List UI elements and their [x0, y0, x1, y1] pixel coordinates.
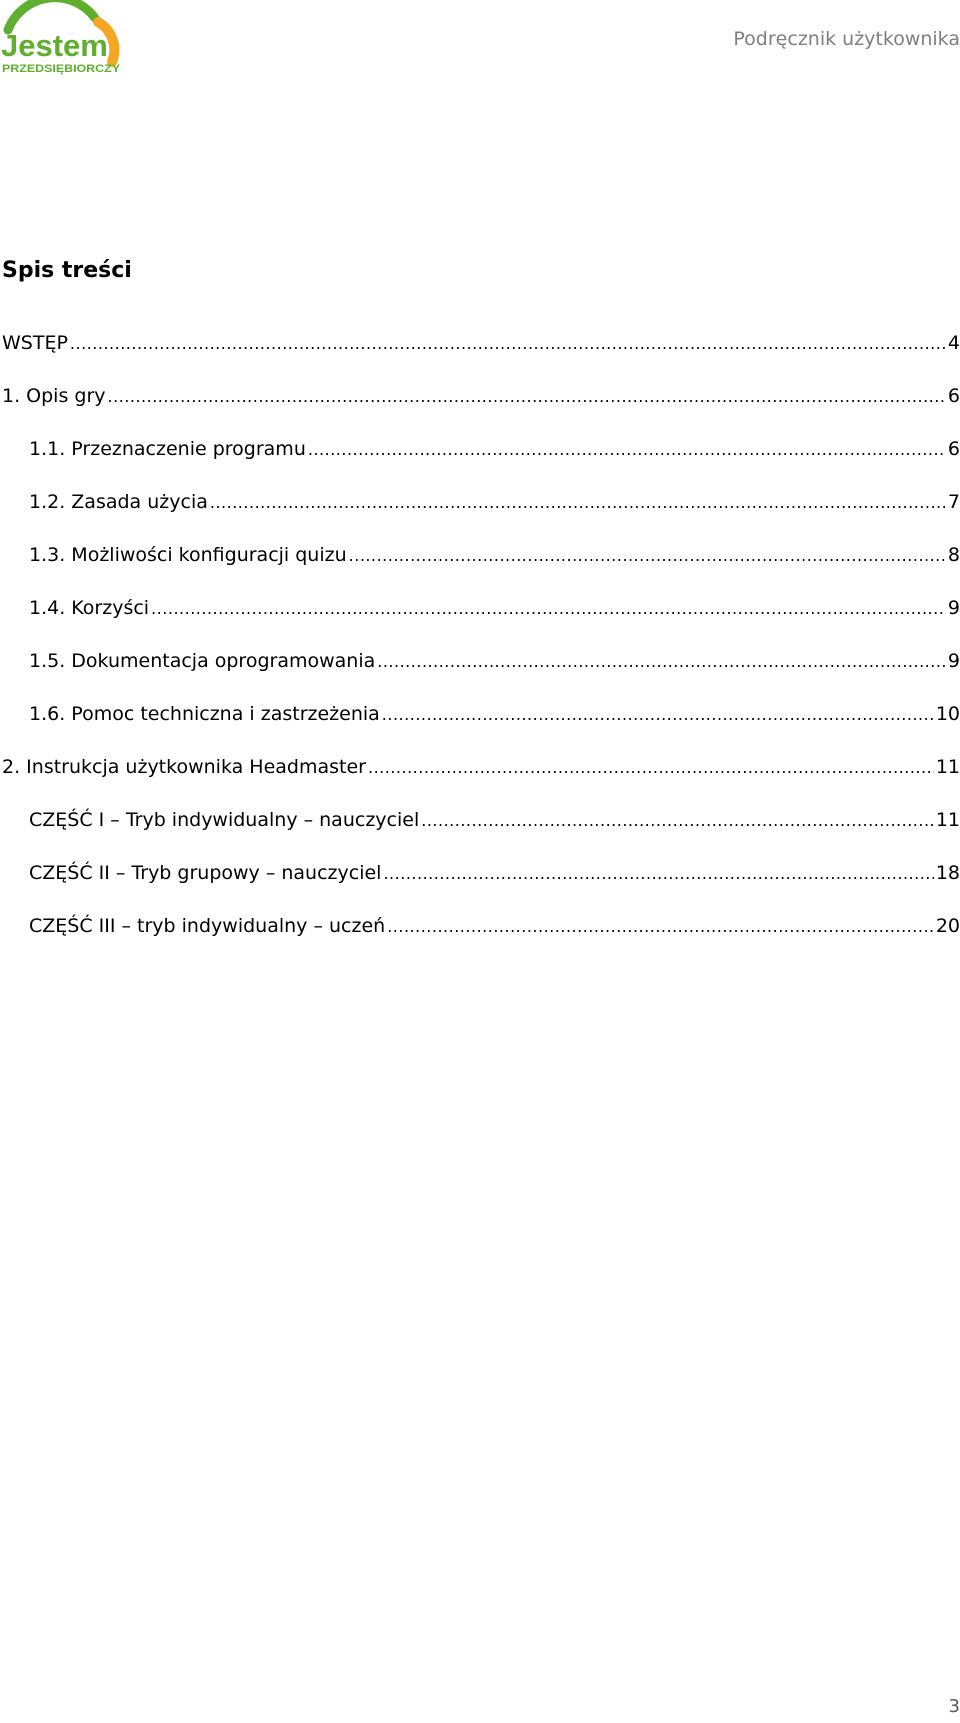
toc-entry-czesc-1[interactable] [2, 807, 960, 860]
toc-entry-page: 11 [935, 809, 960, 831]
dot-leader [349, 543, 946, 569]
toc-entry-korzysci[interactable] [2, 595, 960, 648]
toc-entry-page: 18 [935, 862, 960, 884]
toc-entry-label: 2. Instrukcja użytkownika Headmaster [2, 756, 366, 778]
toc-entry-page: 9 [947, 597, 960, 619]
dot-leader [387, 914, 934, 940]
toc-entry-czesc-2[interactable] [2, 860, 960, 913]
toc-entry-page: 8 [947, 544, 960, 566]
dot-leader [368, 755, 934, 781]
toc-entry-label: 1.4. Korzyści [29, 597, 150, 619]
jestem-przedsiebiorczy-logo [0, 0, 135, 80]
toc-entry-opis-gry[interactable] [2, 383, 960, 436]
dot-leader [70, 331, 946, 357]
logo-word-przedsiebiorczy: PRZEDSIĘBIORCZY [2, 63, 121, 75]
toc-entry-instrukcja-uzytkownika[interactable] [2, 754, 960, 807]
toc-entry-przeznaczenie-programu[interactable] [2, 436, 960, 489]
dot-leader [377, 649, 946, 675]
toc-entry-page: 4 [947, 332, 960, 354]
toc-entry-label: CZĘŚĆ I – Tryb indywidualny – nauczyciel [29, 809, 420, 831]
dot-leader [210, 490, 946, 516]
table-of-contents [2, 330, 960, 966]
toc-entry-dokumentacja[interactable] [2, 648, 960, 701]
toc-heading: Spis treści [2, 258, 132, 283]
dot-leader [421, 808, 934, 834]
toc-entry-label: 1.3. Możliwości konfiguracji quizu [29, 544, 347, 566]
toc-entry-page: 11 [935, 756, 960, 778]
toc-entry-page: 7 [947, 491, 960, 513]
toc-entry-zasada-uzycia[interactable] [2, 489, 960, 542]
toc-entry-label: 1.6. Pomoc techniczna i zastrzeżenia [29, 703, 380, 725]
toc-entry-page: 10 [935, 703, 960, 725]
toc-entry-page: 20 [935, 915, 960, 937]
logo-word-jestem: Jestem [1, 28, 108, 63]
page-number: 3 [948, 1696, 960, 1717]
dot-leader [382, 702, 934, 728]
toc-entry-pomoc-techniczna[interactable] [2, 701, 960, 754]
toc-entry-label: WSTĘP [2, 332, 68, 354]
dot-leader [383, 861, 933, 887]
dot-leader [151, 596, 946, 622]
toc-entry-page: 6 [947, 385, 960, 407]
toc-entry-wstep[interactable] [2, 330, 960, 383]
toc-entry-czesc-3[interactable] [2, 913, 960, 966]
toc-entry-label: 1.2. Zasada użycia [29, 491, 208, 513]
toc-entry-page: 6 [947, 438, 960, 460]
toc-entry-mozliwosci-konfiguracji[interactable] [2, 542, 960, 595]
document-header-title: Podręcznik użytkownika [733, 28, 960, 50]
toc-entry-label: 1.5. Dokumentacja oprogramowania [29, 650, 376, 672]
toc-entry-label: 1. Opis gry [2, 385, 106, 407]
dot-leader [308, 437, 946, 463]
toc-entry-label: CZĘŚĆ II – Tryb grupowy – nauczyciel [29, 862, 382, 884]
dot-leader [108, 384, 946, 410]
toc-entry-label: 1.1. Przeznaczenie programu [29, 438, 306, 460]
toc-entry-label: CZĘŚĆ III – tryb indywidualny – uczeń [29, 915, 386, 937]
toc-entry-page: 9 [947, 650, 960, 672]
